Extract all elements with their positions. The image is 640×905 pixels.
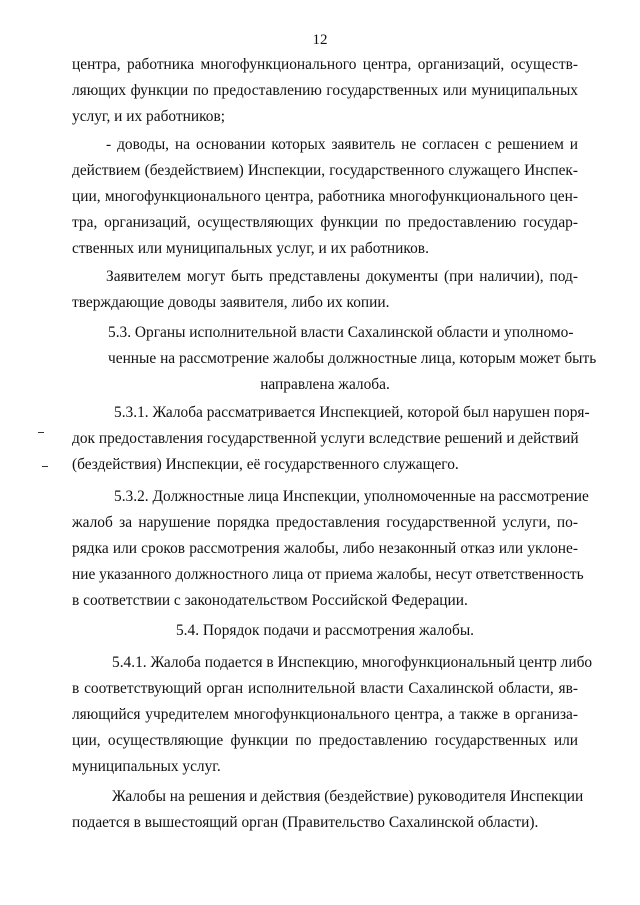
text-line: тверждающие доводы заявителя, либо их копии. [72,294,390,311]
scan-mark [38,432,44,433]
text-line: в соответствующий орган исполнительной власти Сахалинской области, яв- [72,680,578,697]
text-line: услуг, и их работников; [72,108,226,125]
text-line: рядка или сроков рассмотрения жалобы, либо незаконный отказ или уклоне- [72,540,578,557]
text-line: 5.3.1. Жалоба рассматривается Инспекцией, которой был нарушен поря- [114,404,590,421]
text-line: 5.4.1. Жалоба подается в Инспекцию, многофункциональный центр либо [112,654,593,671]
text-line: в соответствии с законодательством Российской Федерации. [72,592,468,609]
text-line: ние указанного должностного лица от приема жалобы, несут ответственность [72,566,584,583]
text-line: действием (бездействием) Инспекции, государственного служащего Инспек- [72,162,578,179]
text-line: муниципальных услуг. [72,758,221,775]
page-number: 12 [312,32,328,48]
text-line: ции, многофункционального центра, работника многофункционального цен- [72,188,578,205]
text-line: жалоб за нарушение порядка предоставления государственной услуги, по- [72,514,578,531]
section-heading-line: направлена жалоба. [260,376,390,393]
section-heading-line: 5.4. Порядок подачи и рассмотрения жалобы. [175,622,475,639]
scan-mark [42,466,48,467]
section-heading-line: ченные на рассмотрение жалобы должностные лица, которым может быть [108,350,597,367]
text-line: Заявителем могут быть представлены документы (при наличии), под- [106,268,578,285]
text-line: док предоставления государственной услуги вследствие решений и действий [72,430,579,447]
text-line: ции, осуществляющие функции по предоставлению государственных или [72,732,578,749]
text-line: Жалобы на решения и действия (бездействие) руководителя Инспекции [112,788,584,805]
text-line: центра, работника многофункционального центра, организаций, осуществ- [72,56,578,73]
text-line: ственных или муниципальных услуг, и их работников. [72,240,429,257]
text-line: (бездействия) Инспекции, её государственного служащего. [72,456,459,473]
text-line: ляющийся учредителем многофункционального центра, а также в организа- [72,706,578,723]
section-heading-line: 5.3. Органы исполнительной власти Сахалинской области и уполномо- [108,324,574,341]
text-line: подается в вышестоящий орган (Правительство Сахалинской области). [72,814,539,831]
text-line: ляющих функции по предоставлению государственных или муниципальных [72,82,578,99]
text-line: 5.3.2. Должностные лица Инспекции, уполномоченные на рассмотрение [114,488,589,505]
text-line: тра, организаций, осуществляющих функции по предоставлению государ- [72,214,578,231]
text-line: - доводы, на основании которых заявитель не согласен с решением и [106,136,578,153]
